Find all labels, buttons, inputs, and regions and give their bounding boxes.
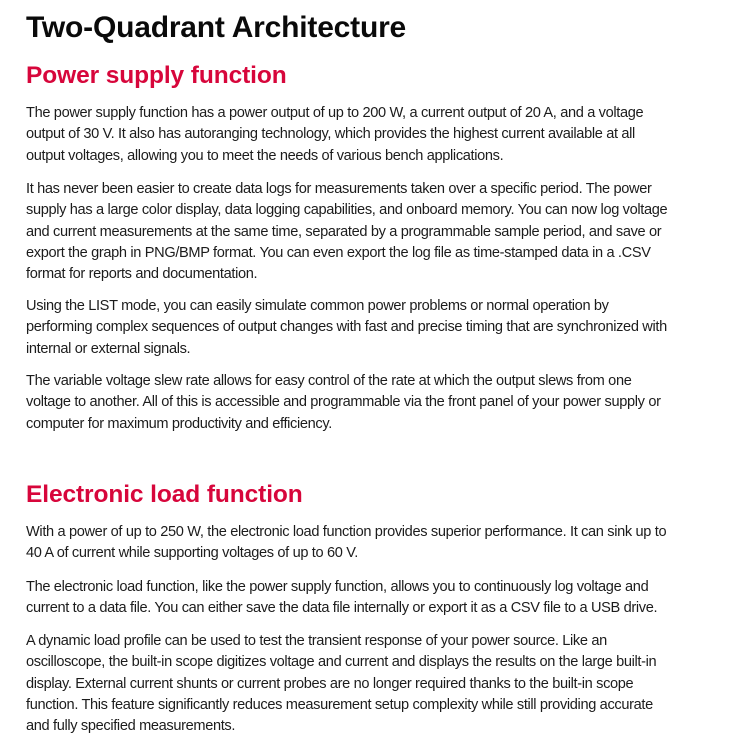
text-line: function. This feature significantly reduces measurement setup complexity while still providing accurate — [26, 696, 653, 713]
text-line: current to a data file. You can either save the data file internally or export it as a CSV file to a USB drive. — [26, 600, 658, 617]
text-line: voltage to another. All of this is accessible and programmable via the front panel of your power supply or — [26, 394, 661, 411]
text-line: internal or external signals. — [26, 340, 191, 357]
text-line: export the graph in PNG/BMP format. You can even export the log file as time-stamped data in a .CSV — [26, 244, 651, 261]
paragraph-list-mode — [26, 296, 667, 360]
text-line: output of 30 V. It also has autoranging technology, which provides the highest current available at all — [26, 126, 635, 143]
text-line: performing complex sequences of output changes with fast and precise timing that are synchronized with — [26, 319, 667, 336]
paragraph-slew-rate — [26, 371, 661, 435]
paragraph-power-supply-specs — [26, 103, 643, 167]
text-line: It has never been easier to create data logs for measurements taken over a specific period. The power — [26, 181, 652, 197]
text-line: format for reports and documentation. — [26, 266, 258, 283]
section-heading-power-supply: Power supply function — [26, 62, 287, 89]
text-line: computer for maximum productivity and efficiency. — [26, 415, 332, 432]
text-line: The electronic load function, like the power supply function, allows you to continuously log voltage and — [26, 579, 649, 595]
section-heading-electronic-load: Electronic load function — [26, 481, 303, 508]
paragraph-load-logging — [26, 577, 657, 620]
text-line: supply has a large color display, data logging capabilities, and onboard memory. You can now log voltage — [26, 202, 668, 219]
text-line: With a power of up to 250 W, the electronic load function provides superior performance. It can sink up to — [26, 524, 667, 540]
text-line: and fully specified measurements. — [26, 718, 236, 735]
text-line: oscilloscope, the built-in scope digitizes voltage and current and displays the results on the large built-in — [26, 654, 657, 671]
paragraph-data-logging — [26, 179, 667, 285]
text-line: The power supply function has a power output of up to 200 W, a current output of 20 A, and a voltage — [26, 105, 644, 121]
text-line: output voltages, allowing you to meet the needs of various bench applications. — [26, 147, 504, 164]
text-line: 40 A of current while supporting voltages of up to 60 V. — [26, 545, 358, 562]
text-line: The variable voltage slew rate allows for easy control of the rate at which the output slews from one — [26, 373, 632, 389]
paragraph-dynamic-load — [26, 631, 656, 737]
text-line: display. External current shunts or current probes are no longer required thanks to the built-in scope — [26, 675, 634, 692]
text-line: Using the LIST mode, you can easily simulate common power problems or normal operation by — [26, 298, 609, 314]
text-line: A dynamic load profile can be used to test the transient response of your power source. Like an — [26, 633, 607, 649]
paragraph-load-specs — [26, 522, 666, 565]
text-line: and current measurements at the same time, separated by a programmable sample period, and save or — [26, 223, 662, 240]
page-title: Two-Quadrant Architecture — [26, 11, 407, 44]
